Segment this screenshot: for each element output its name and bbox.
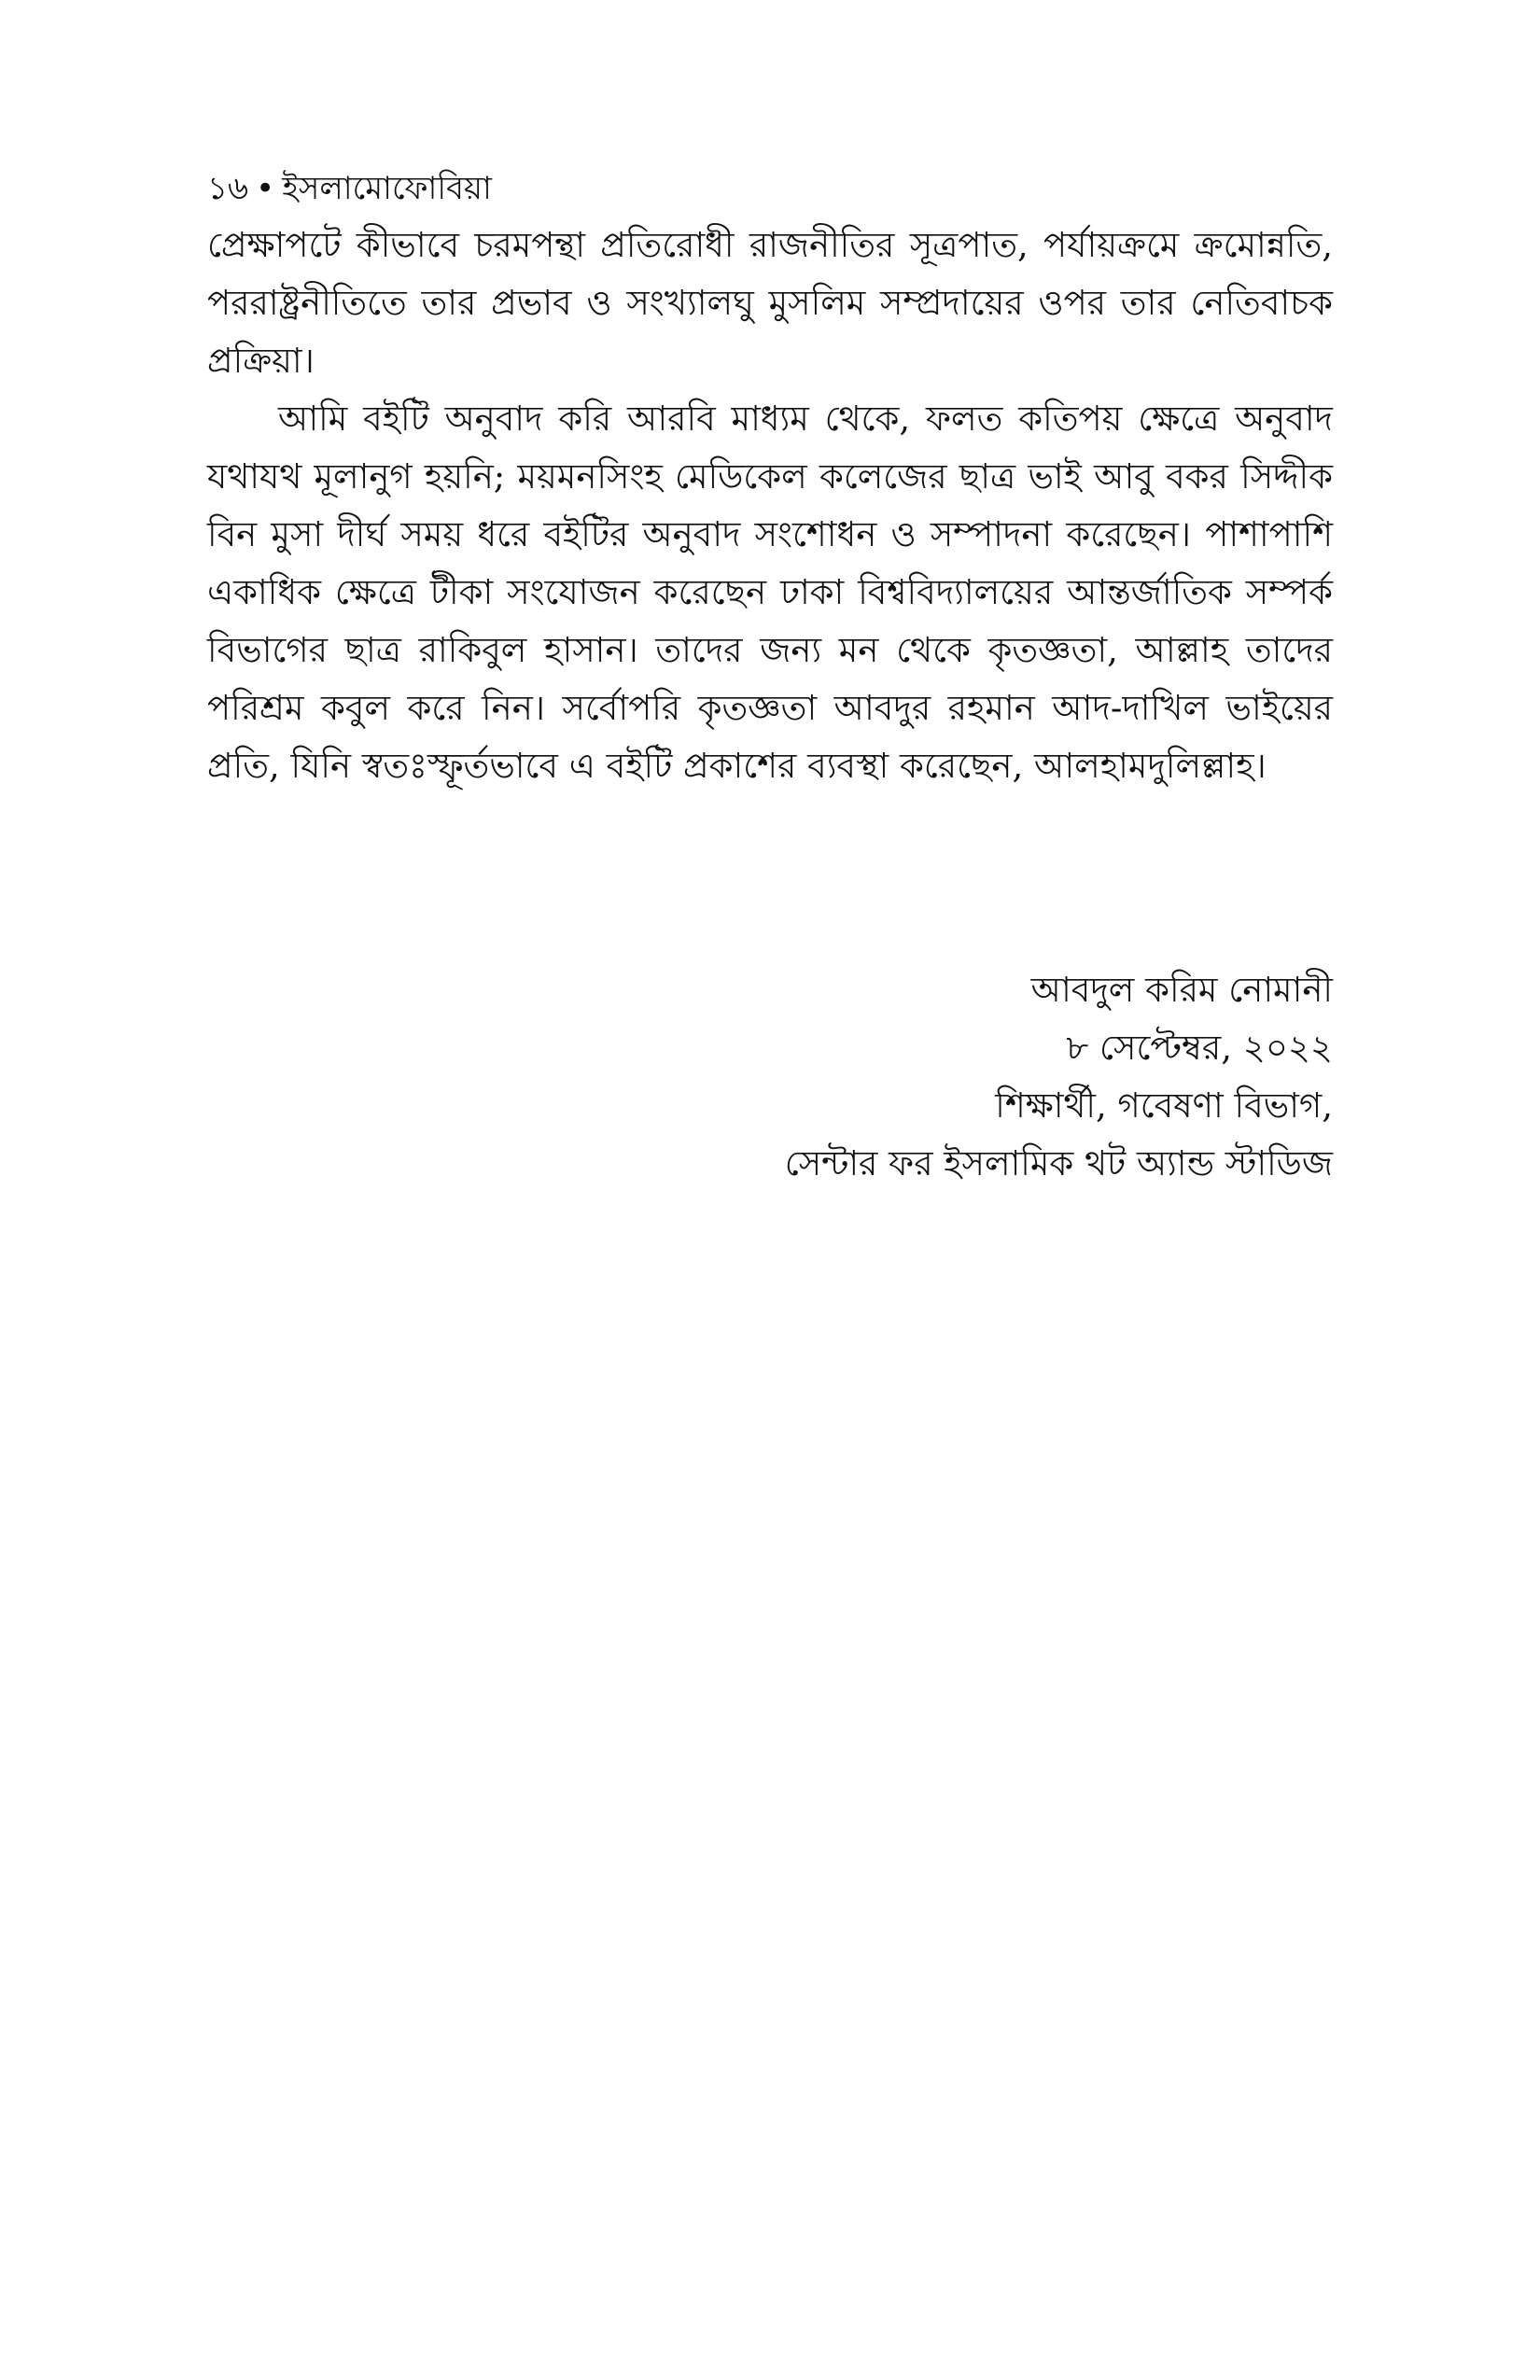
author-role: শিক্ষার্থী, গবেষণা বিভাগ, bbox=[995, 1085, 1333, 1126]
header-separator: • bbox=[256, 170, 275, 207]
paragraph-continued: প্রেক্ষাপটে কীভাবে চরমপন্থা প্রতিরোধী রাজনীতির সূত্রপাত, পর্যায়ক্রমে ক্রমোন্নতি, পররাষ্ট্রনীতিতে তার প্রভাব ও সংখ্যালঘু মুসলিম সম্প্রদায়ের ওপর তার নেতিবাচক প্রক্রিয়া। bbox=[207, 225, 1333, 381]
running-header bbox=[207, 166, 492, 211]
page-number: ১৬ bbox=[207, 170, 249, 207]
body-text bbox=[207, 217, 1333, 795]
book-title: ইসলামোফোবিয়া bbox=[282, 170, 492, 207]
signature-block bbox=[785, 961, 1333, 1193]
paragraph-acknowledgement: আমি বইটি অনুবাদ করি আরবি মাধ্যম থেকে, ফলত কতিপয় ক্ষেত্রে অনুবাদ যথাযথ মূলানুগ হয়নি; ময়মনসিংহ মেডিকেল কলেজের ছাত্র ভাই আবু বকর সিদ্দীক বিন মুসা দীর্ঘ সময় ধরে বইটির অনুবাদ সংশোধন ও সম্পাদনা করেছেন। পাশাপাশি একাধিক ক্ষেত্রে টীকা সংযোজন করেছেন ঢাকা বিশ্ববিদ্যালয়ের আন্তর্জাতিক সম্পর্ক বিভাগের ছাত্র রাকিবুল হাসান। তাদের জন্য মন থেকে কৃতজ্ঞতা, আল্লাহ তাদের পরিশ্রম কবুল করে নিন। সর্বোপরি কৃতজ্ঞতা আবদুর রহমান আদ-দাখিল ভাইয়ের প্রতি, যিনি স্বতঃস্ফূর্তভাবে এ বইটি প্রকাশের ব্যবস্থা করেছেন, আলহামদুলিল্লাহ। bbox=[207, 399, 1333, 786]
author-name: আবদুল করিম নোমানী bbox=[1030, 970, 1333, 1010]
signature-date: ৮ সেপ্টেম্বর, ২০২২ bbox=[1066, 1028, 1333, 1068]
author-institution: সেন্টার ফর ইসলামিক থট অ্যান্ড স্টাডিজ bbox=[784, 1143, 1333, 1183]
